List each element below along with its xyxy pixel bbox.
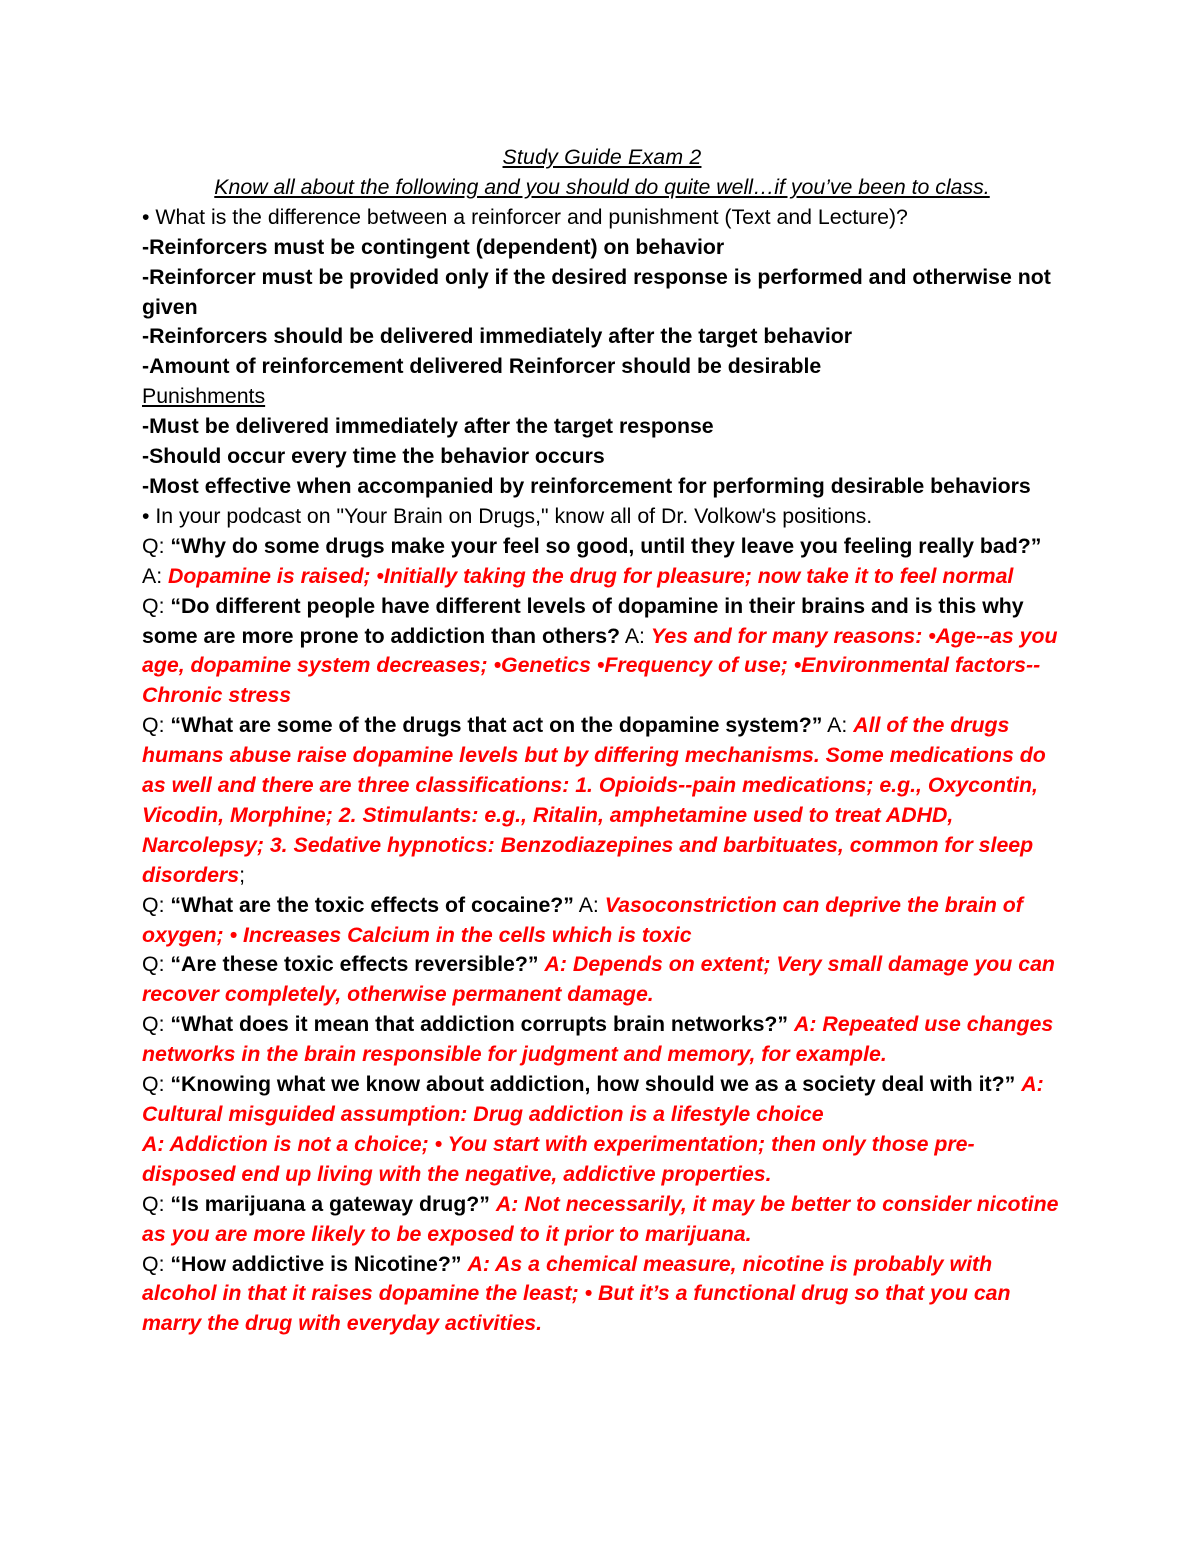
answer-text: A: Depends on extent; Very small damage you can recover completely, otherwise permanent damage.	[142, 952, 1055, 1007]
qa-item	[142, 1250, 1062, 1340]
question-text: “Knowing what we know about addiction, how should we as a society deal with it?”	[170, 1072, 1016, 1097]
answer-text: Yes and for many reasons: •Age--as you age, dopamine system decreases; •Genetics •Frequency of use; •Environmental factors--Chronic stress	[142, 623, 1058, 708]
podcast-intro: • In your podcast on "Your Brain on Drugs," know all of Dr. Volkow's positions.	[142, 503, 873, 528]
question-text: “What does it mean that addiction corrupts brain networks?”	[170, 1012, 789, 1037]
question-text: “Is marijuana a gateway drug?”	[170, 1191, 490, 1216]
q-prefix: Q:	[142, 533, 171, 558]
document-page	[142, 143, 1062, 1339]
punishment-point: -Must be delivered immediately after the target response	[142, 414, 714, 439]
punishments-heading: Punishments	[142, 384, 266, 409]
q-prefix: Q:	[142, 1251, 171, 1276]
a-prefix: A:	[573, 892, 605, 917]
reinforcer-point: -Amount of reinforcement delivered Reinforcer should be desirable	[142, 354, 822, 379]
answer-text: Dopamine is raised; •Initially taking the drug for pleasure; now take it to feel normal	[168, 563, 1014, 588]
qa-item	[142, 1190, 1062, 1250]
answer-text: A: Cultural misguided assumption: Drug addiction is a lifestyle choice	[142, 1072, 1044, 1126]
question-text: “Are these toxic effects reversible?”	[170, 952, 539, 977]
section1-question: • What is the difference between a reinforcer and punishment (Text and Lecture)?	[142, 204, 908, 229]
q-prefix: Q:	[142, 1072, 171, 1097]
a-prefix: A:	[142, 563, 169, 588]
reinforcer-point: -Reinforcer must be provided only if the desired response is performed and otherwise not given	[142, 264, 1051, 319]
q-prefix: Q:	[142, 892, 171, 917]
qa-item	[142, 1070, 1062, 1130]
answer-text: All of the drugs humans abuse raise dopamine levels but by differing mechanisms. Some medications do as well and there are three classifications: 1. Opioids--pain medications; e.g., Oxycontin, Vicodin, Morphine; 2. Stimulants: e.g., Ritalin, amphetamine used to treat ADHD, Narcolepsy; 3. Sedative hypnotics: Benzodiazepines and barbituates, common for sleep disorders	[142, 713, 1046, 887]
q-prefix: Q:	[142, 952, 171, 977]
answer-text: Vasoconstriction can deprive the brain of oxygen; • Increases Calcium in the cells which is toxic	[142, 892, 1023, 947]
a-prefix: A:	[822, 713, 854, 738]
punishment-point: -Most effective when accompanied by reinforcement for performing desirable behaviors	[142, 473, 1031, 498]
answer-text: A: Not necessarily, it may be better to consider nicotine as you are more likely to be exposed to it prior to marijuana.	[142, 1191, 1059, 1246]
reinforcer-point: -Reinforcers must be contingent (dependent) on behavior	[142, 234, 725, 259]
answer-text-continued: A: Addiction is not a choice; • You start with experimentation; then only those pre-disposed end up living with the negative, addictive properties.	[142, 1131, 975, 1186]
qa-item	[142, 1010, 1062, 1070]
question-text: “Why do some drugs make your feel so good, until they leave you feeling really bad?”	[170, 533, 1042, 558]
qa-item	[142, 891, 1062, 951]
answer-text: A: As a chemical measure, nicotine is probably with alcohol in that it raises dopamine the least; • But it’s a functional drug so that you can marry the drug with everyday activities.	[142, 1251, 1011, 1336]
qa-item	[142, 592, 1062, 712]
reinforcer-point: -Reinforcers should be delivered immediately after the target behavior	[142, 324, 853, 349]
qa-item	[142, 950, 1062, 1010]
punishment-point: -Should occur every time the behavior occurs	[142, 444, 605, 469]
qa-item	[142, 532, 1062, 592]
q-prefix: Q:	[142, 593, 171, 618]
document-title: Study Guide Exam 2	[502, 145, 702, 169]
answer-text: A: Repeated use changes networks in the brain responsible for judgment and memory, for example.	[142, 1012, 1054, 1067]
q-prefix: Q:	[142, 713, 171, 738]
question-text: “What are some of the drugs that act on the dopamine system?”	[170, 713, 823, 738]
answer-suffix: ;	[239, 862, 245, 887]
q-prefix: Q:	[142, 1191, 171, 1216]
question-text: “Do different people have different levels of dopamine in their brains and is this why some are more prone to addiction than others?	[142, 593, 1024, 648]
document-subtitle: Know all about the following and you should do quite well…if you’ve been to class.	[214, 174, 990, 199]
question-text: “What are the toxic effects of cocaine?”	[170, 892, 574, 917]
q-prefix: Q:	[142, 1012, 171, 1037]
a-prefix: A:	[620, 623, 651, 648]
question-text: “How addictive is Nicotine?”	[170, 1251, 462, 1276]
qa-item	[142, 711, 1062, 890]
